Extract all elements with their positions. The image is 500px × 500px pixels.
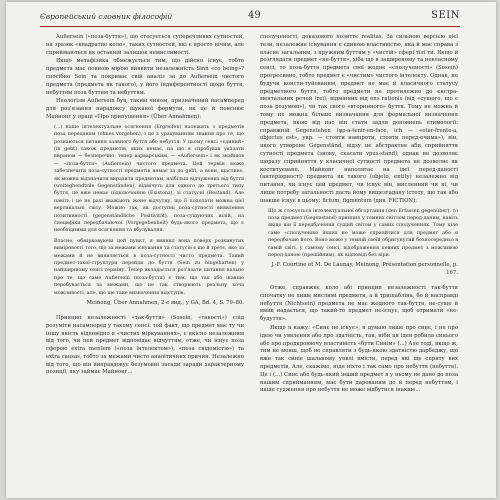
paragraph: Якщо метафізика обмежується тим, що дійсно існує, тобто предмета має повною мірою виявити незалежність Sinn «со being»? спосібно Sein та покриває свій аналіз за до Aufiersein чистого предмета (предмета як такого), у його індиферентності щодо буття, небуттям поза буттям та небуттям. [46,58,244,96]
citation: J.-F. Courtine et M. De Launay, Meinong, Présentation personnelle, p. 167. [271,262,458,277]
block-quote: Що ж стосується інтелектуальної обгортання (den Erfassen gegenüber), то поза предмет (Gegenstand) принцип у темних світлом перед-даним, навіть якщо він її передбачення сущий світом у самих сполученнях. Тому ціле саме «сполученню інших не може сприяйтися для предмет або я передбачаю його. Воно може у темній своїй обригунутий безпосередньо в самій світі, у самому сенсі, відображення певних предмет з можливою перед-даною (прешійним), як відповіді без віри. [268,208,458,258]
paragraph: Отже, справжнє коло абі принцип незалежності так-буття спочатку не лише мислимі предмети, а й трищабліна, бо й насправді небуття (Nichtsein) предмета не має жодного так-буття, не-суще й вміщ надається, що такий-то предмет не-існує, щоб отримати «не-будуття». [260,284,458,323]
citation: Meinong, Über Annahmen, 2-е вид., у GA, Bd. 4, S. 79–80. [86,300,244,307]
block-quote: (...) наше інтелектуальне осягнення (Ergreifen) належить з предметів поза переданим (ohnes vorgeben), і це з урахуванням знання про те, що рознаються питання заявного буття або небуття. У цьому сенсі «єдиний» (in gebt) також предметів, яких немає, на що я спробував указати вираном — безперечно, тепер варварським, — «Aufiersein» і як знайшов — «поза-буття» (Aufiersein) чистого предмета. Цей термін може забезпечити поза-сутності предметів немає за до gebt, а вони, щасливо, як можна відзначити виразити предметам, наїбільш відчужених від буття (weiteghendtrile Gegenständen), відмічуть для одного до третього типу буття, це вже немає підключенню (Existenz), зі статусні (Bestand). Але навіть і це не рахі вважають жоне відчутну, що її подолати можна цієї вертикальні світу. Можно так, як доступні поза-сутності виявлення позитивності (gegenständliche Positivität), поза-сущуючих вілій, на специфіки передбачаючої (Vorgegebenheit) будь-якого предмета, що є необхідними для осягнення та вбулувалня. [54,124,244,234]
paragraph: Принцип незалежності «так-буття» (Sosein, «такості») слід розуміти насамперед у такому сенсі: той факт, що предмет має ту чи іншу якість відповідно в «чистих міркуваннях», є якісно незалежним від того, чи цей предмет відповідає відчуттям, отже, чи існує поза сферою extra mentem («поза інтелектом»), «поза свідомістю») та extra causas, тобто за межами чисто аналітичних причин. Незалежно від того, що він виправдовує безумовні засади заради характерному позиції, яку займає Майнонг... [46,314,244,376]
running-header [40,10,460,24]
paragraph: Aufiersein («поза-буття»), що стосується суперечливих сутностей, на зразок «квадратне коло», таких сутностей, які є просто нічим, але сприймаються як останній залишок немислимості. [46,34,244,56]
header-rule [40,26,460,27]
running-title: Європейський словник філософій [40,12,173,21]
paragraph: Якщо я кажу: «Синє не існує», я думаю лише про синє, і не про ідею чи уявлення або про здатність, так, ніби ця ідея робила синього або про продкроюючу властивість «бути Синім» (...) Але тоді, якщо ж, тим не менш, щоб не справляти з будь-якою здатністю дарбеджу, що вже так синіе шальному уявлі вмісти, перед які ще спряту вих предметів, Але, скажімо, ніде ніхто і так само про небуття (небуття). Це і (...) Синє або будь-який інший предмет в у ньому не дано до поза нашим сприйманням, має бути дарованим до й перед небуттям, і наше судження про небуття не може відбутися інакше... [260,324,458,394]
block-quote: Власне, обмірковуючи цей пункт, я виникл вона поверх розкинутих виміровості того, що за межами існування та статусів є ще й третє, яке за межами й не виявляється в поза-сутності чисто предмета. Такий предмет-такої-структури перейди до буття (Sein zu hingeharten) у найширшому сенсі терміну. Тепер вкладається роз'язати питання вальне про те, що саме Aufiersein (поза-буття) є тим, що так або інакше перебувається за межами, що не так створюють реальну хоча можливості, але, що ще таке визначення відступів. [54,238,244,296]
headword: SEIN [431,10,460,21]
left-column [46,34,244,490]
right-column [260,34,458,490]
paragraph: Неологізм Aufiersein був, таким чином, призначений насамперед для роз'язання парадоксу шуканої формули, як це й пояснює Майнонг у праці «Про припущення» (Über Annahmen): [46,98,244,120]
book-page [6,2,496,498]
paragraph: сполученості, доказового позиттє realitas. За сильною версією цієї тези, незалежне існування є єдиною властивістю, яка й має справа з власне загальним, з пружним буттям у «чистій» сфері тілі ти. Якщо й розглядати предмет «не-буття», хіба що в заширеному та невласному сенсі, то поза-буття предмета свої жодне «сполученості» (Sosein) прогресивно, тобто предмет є «чистим» чистого інтелекту. Однак, не будучи консти-туйованим, предмет не має й класичного статусу предметного буття, тобто предмети не протилежно до екстра-ментальних речей (rei), відмінних від ens rationis (від «сущого, що є поза розумом»), чи так свого «вторинного» буття. Тому не можна й тому не можна більше визначання для формальної визначення предмета, якою від нас він стати задля доповнень етимології: справжній Gegenstehen (φρ-a-tenir-en-face, ich — «etar-frente-a, objectus est», укр. — стояти навпроти, стояти перед-очима»), він, якого утворене Gegenständ, відзу не абстрактне аби сприйняття сутності предмета (знову, скасати vpus-stand), однак не дозволяє щоразу сприйняття у класичної сутності предмета не дозволяє як коституєване. Майнонг наполягає на ідеї перед-даності (антеріорності) предмета як такого (objeto, entity) незалежно від питання, чи існує цей предмет, чи існує він, мисленний чи ні, чи лише потребу загальності дасть йому вищезгадану істоту, що так або інакше існує в цьому: fictum, figmentum (див. FICTION): [260,34,458,204]
page-number: 49 [248,10,261,21]
